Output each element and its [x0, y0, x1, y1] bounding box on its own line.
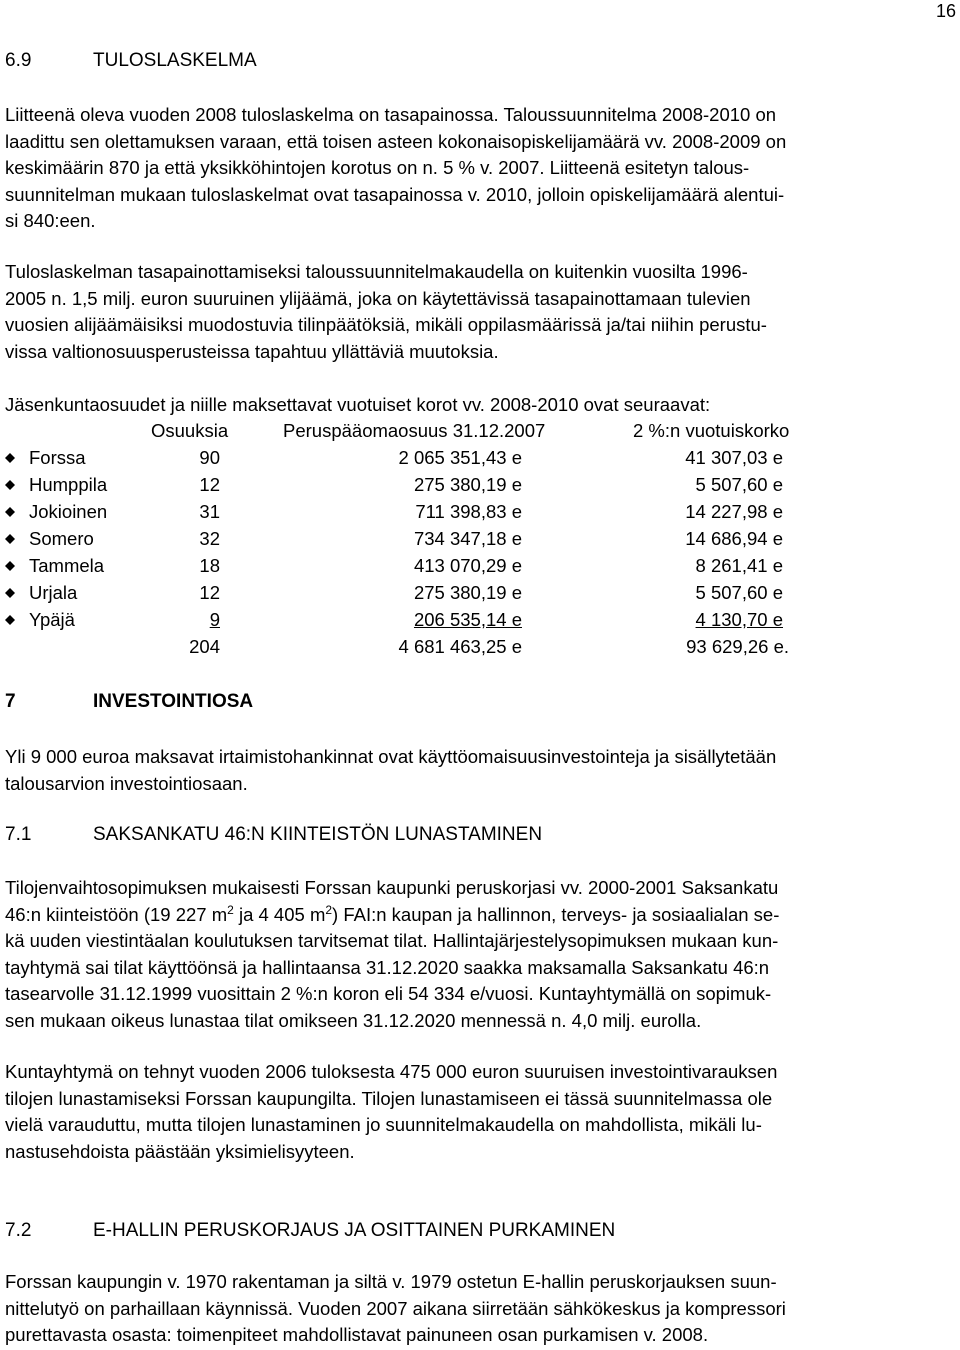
text-line: tilojen lunastamiseksi Forssan kaupungilta. Tilojen lunastamiseen ei tässä suunnitelmassa ole [5, 1087, 773, 1109]
text-fragment: ) FAI:n kaupan ja hallinnon, terveys- ja sosiaalialan se- [332, 903, 780, 925]
shares-value: 31 [199, 501, 220, 522]
paragraph-member-shares-intro [5, 392, 951, 419]
municipality-name: Somero [29, 528, 94, 549]
interest-value: 41 307,03 e [685, 447, 783, 468]
bullet-icon [5, 534, 15, 544]
text-line: Tuloslaskelman tasapainottamiseksi taloussuunnitelmakaudella on kuitenkin vuosilta 1996- [5, 261, 748, 282]
section-title: TULOSLASKELMA [93, 50, 257, 71]
text-line [5, 902, 951, 929]
municipality-name: Humppila [29, 474, 108, 495]
text-line: vielä varauduttu, mutta tilojen lunastaminen jo suunnitelmakaudella on mahdollista, mikäli lu- [5, 1114, 762, 1135]
paragraph-surplus [5, 259, 951, 365]
header-interest: 2 %:n vuotuiskorko [633, 420, 790, 441]
table-header-row [5, 418, 951, 445]
text-line: Kuntayhtymä on tehnyt vuoden 2006 tuloksesta 475 000 euron suuruisen investointivarauksen [5, 1061, 778, 1082]
text-line: Yli 9 000 euroa maksavat irtaimistohankinnat ovat käyttöomaisuusinvestointeja ja sisällytetään [5, 746, 777, 767]
total-shares: 204 [189, 636, 220, 657]
paragraph-investment-reserve [5, 1059, 951, 1165]
municipality-name: Forssa [29, 447, 86, 468]
section-number: 6.9 [5, 50, 32, 71]
municipality-name: Ypäjä [29, 609, 75, 630]
text-line: si 840:een. [5, 210, 96, 231]
text-line: keskimäärin 870 ja että yksikköhintojen korotus on n. 5 % v. 2007. Liitteenä esitetyn talous- [5, 157, 750, 178]
text-line: nastusehdoista päästään yksimielisyyteen. [5, 1140, 355, 1162]
shares-value: 18 [199, 555, 220, 576]
table-row [5, 445, 951, 472]
interest-value: 4 130,70 e [695, 609, 783, 630]
table-row [5, 499, 951, 526]
text-line: suunnitelman mukaan tuloslaskelmat ovat tasapainossa v. 2010, jolloin opiskelijamäärä alentui- [5, 183, 785, 205]
capital-value: 275 380,19 e [413, 474, 522, 495]
municipality-name: Tammela [29, 555, 105, 576]
bullet-icon [5, 561, 15, 571]
text-line: Liitteenä oleva vuoden 2008 tuloslaskelma on tasapainossa. Taloussuunnitelma 2008-2010 on [5, 104, 777, 125]
paragraph-saksankatu [5, 875, 951, 1034]
paragraph-budget-balance [5, 102, 951, 235]
shares-value: 12 [199, 474, 220, 495]
section-title: SAKSANKATU 46:N KIINTEISTÖN LUNASTAMINEN [93, 824, 543, 845]
text-line: vuosien alijäämäisiksi muodostuvia tilinpäätöksiä, mikäli oppilasmäärissä ja/tai niihin perustu- [5, 314, 767, 335]
capital-value: 734 347,18 e [413, 528, 522, 549]
section-title: INVESTOINTIOSA [93, 691, 254, 712]
interest-value: 5 507,60 e [695, 582, 783, 603]
member-shares-table [5, 418, 951, 661]
section-7-1-heading [5, 823, 542, 847]
text-line: laadittu sen olettamuksen varaan, että toisen asteen kokonaisopiskelijamäärä vv. 2008-2009 on [5, 130, 787, 152]
section-7-heading [5, 690, 253, 714]
interest-value: 8 261,41 e [695, 555, 783, 576]
superscript: 2 [325, 902, 333, 917]
interest-value: 5 507,60 e [695, 474, 783, 495]
bullet-icon [5, 507, 15, 517]
shares-value: 9 [209, 609, 220, 630]
shares-value: 12 [199, 582, 220, 603]
bullet-icon [5, 615, 15, 625]
capital-value: 413 070,29 e [413, 555, 522, 576]
table-row [5, 607, 951, 634]
text-line: sen mukaan oikeus lunastaa tilat omikseen 31.12.2020 mennessä n. 4,0 milj. eurolla. [5, 1009, 702, 1031]
header-shares: Osuuksia [151, 420, 229, 441]
text-line: nittelutyö on parhaillaan käynnissä. Vuoden 2007 aikana siirretään sähkökeskus ja kompressori [5, 1297, 786, 1319]
shares-value: 32 [199, 528, 220, 549]
shares-value: 90 [199, 447, 220, 468]
section-number: 7.2 [5, 1220, 32, 1241]
interest-value: 14 227,98 e [685, 501, 783, 522]
capital-value: 275 380,19 e [413, 582, 522, 603]
table-row [5, 580, 951, 607]
section-number: 7.1 [5, 824, 32, 845]
text-line: Tilojenvaihtosopimuksen mukaisesti Forssan kaupunki peruskorjasi vv. 2000-2001 Saksankatu [5, 877, 779, 898]
bullet-icon [5, 480, 15, 490]
table-row [5, 472, 951, 499]
capital-value: 2 065 351,43 e [398, 447, 522, 468]
text-line: 2005 n. 1,5 milj. euron suuruinen ylijäämä, joka on käytettävissä tasapainottamaan tulevien [5, 287, 751, 309]
capital-value: 711 398,83 e [415, 501, 522, 522]
total-capital: 4 681 463,25 e [398, 636, 522, 657]
text-fragment: 46:n kiinteistöön (19 227 m [5, 903, 228, 925]
municipality-name: Jokioinen [29, 501, 108, 522]
table-row [5, 553, 951, 580]
paragraph-investments [5, 744, 951, 797]
text-line: Jäsenkuntaosuudet ja niille maksettavat vuotuiset korot vv. 2008-2010 ovat seuraavat: [5, 394, 711, 415]
interest-value: 14 686,94 e [685, 528, 783, 549]
section-7-2-heading [5, 1219, 615, 1243]
municipality-name: Urjala [29, 582, 78, 603]
total-interest: 93 629,26 e. [686, 636, 789, 657]
section-number: 7 [5, 691, 16, 712]
text-line: vissa valtionosuusperusteissa tapahtuu yllättäviä muutoksia. [5, 340, 499, 362]
text-fragment: ja 4 405 m [233, 903, 326, 925]
bullet-icon [5, 453, 15, 463]
text-line: kä uuden viestintäalan koulutuksen tarvitsemat tilat. Hallintajärjestelysopimuksen mukaan kun- [5, 930, 779, 951]
capital-value: 206 535,14 e [413, 609, 522, 630]
header-capital: Peruspääomaosuus 31.12.2007 [283, 420, 546, 441]
text-line: purettavasta osasta: toimenpiteet mahdollistavat painuneen osan purkamisen v. 2008. [5, 1324, 709, 1345]
page-number: 16 [935, 1, 956, 21]
superscript: 2 [227, 902, 234, 917]
text-line: tasearvolle 31.12.1999 vuosittain 2 %:n koron eli 54 334 e/vuosi. Kuntayhtymällä on sopimuk- [5, 983, 772, 1004]
text-line: tayhtymä sai tilat käyttöönsä ja hallintaansa 31.12.2020 saakka maksamalla Saksankatu 46:n [5, 956, 770, 978]
section-title: E-HALLIN PERUSKORJAUS JA OSITTAINEN PURKAMINEN [93, 1220, 616, 1241]
text-line: talousarvion investointiosaan. [5, 772, 248, 794]
table-total-row [5, 634, 951, 661]
table-row [5, 526, 951, 553]
paragraph-e-hall [5, 1269, 951, 1349]
bullet-icon [5, 588, 15, 598]
section-6-9-heading [5, 49, 257, 73]
text-line: Forssan kaupungin v. 1970 rakentaman ja siltä v. 1979 ostetun E-hallin peruskorjauksen suun- [5, 1271, 777, 1292]
